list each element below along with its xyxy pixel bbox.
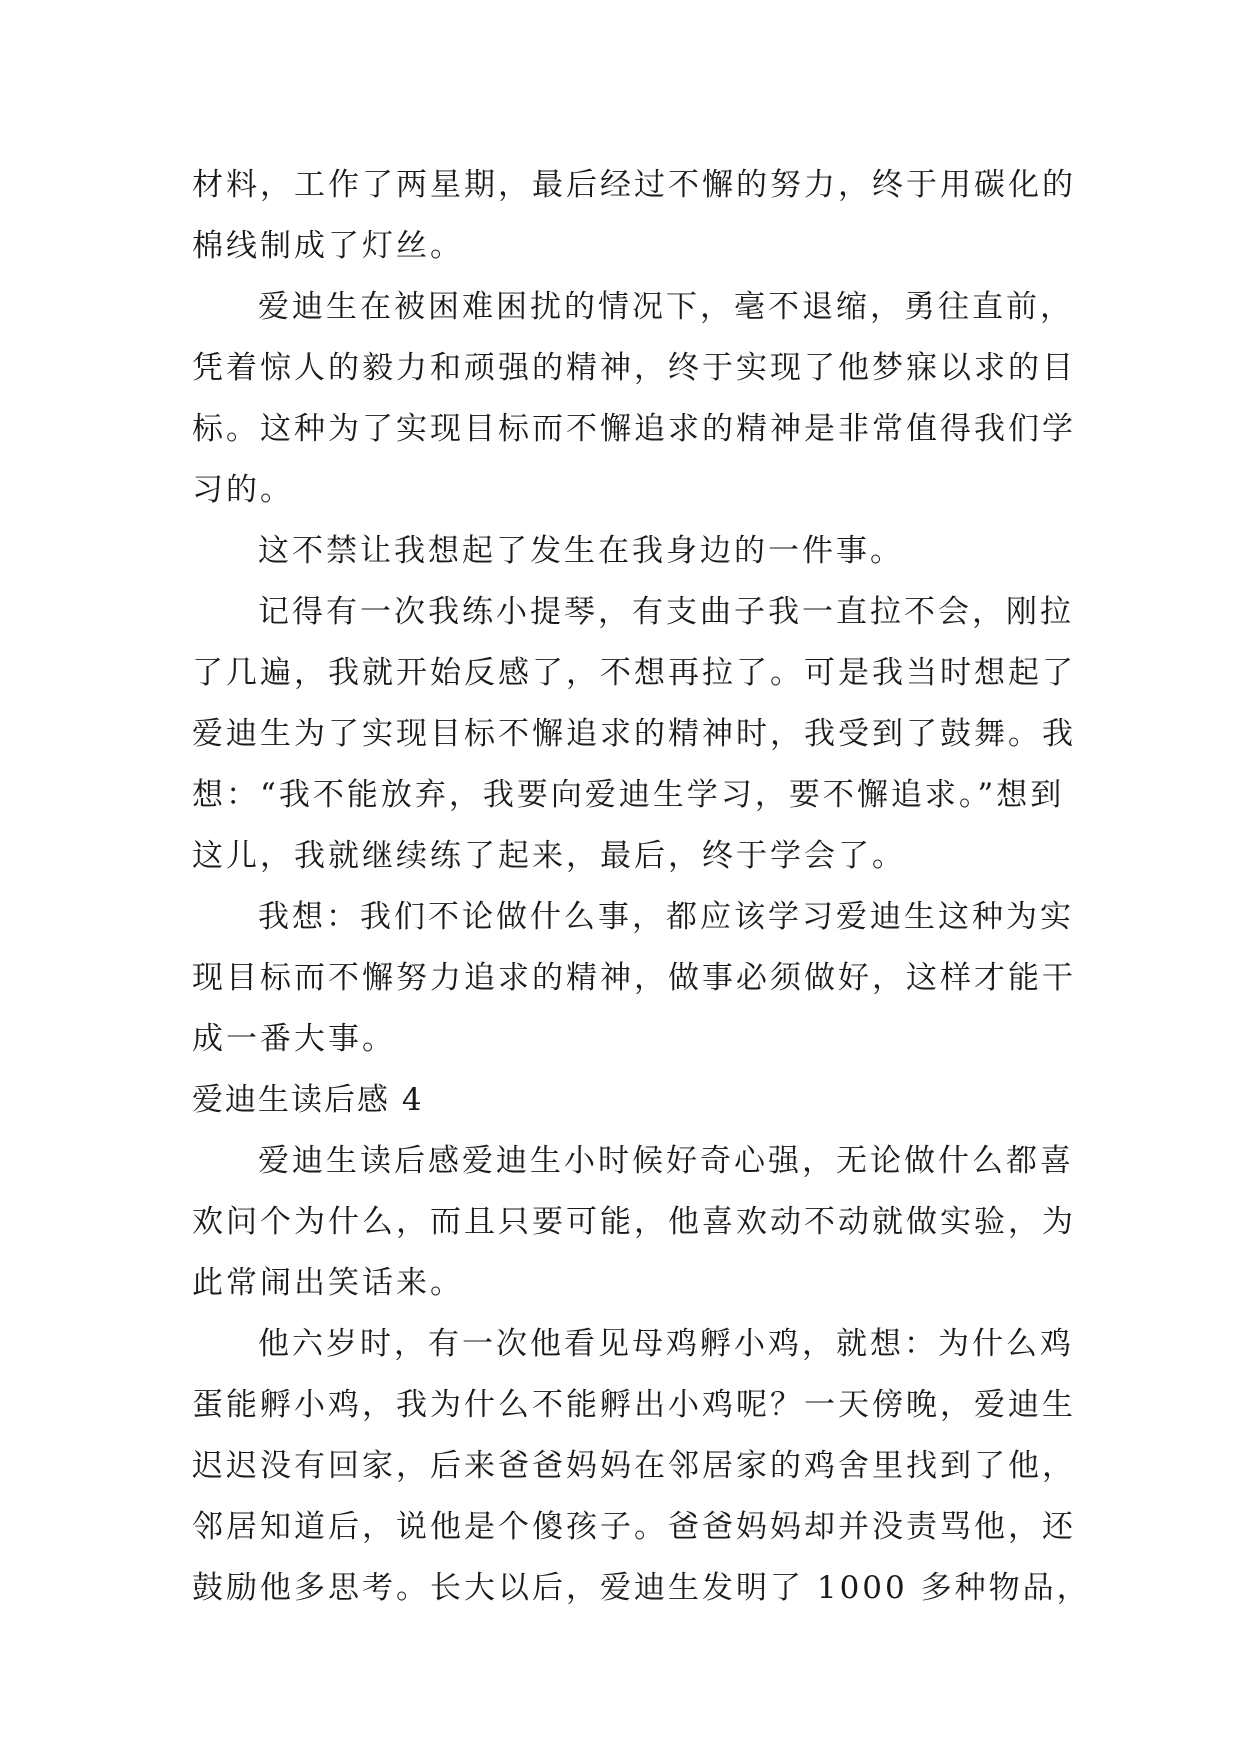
text-line: 迟迟没有回家，后来爸爸妈妈在邻居家的鸡舍里找到了他， <box>192 1448 1076 1484</box>
section-heading: 爱迪生读后感 4 <box>192 1082 424 1118</box>
text-line: 爱迪生为了实现目标不懈追求的精神时，我受到了鼓舞。我 <box>192 716 1076 752</box>
paragraph-start-line: 爱迪生读后感爱迪生小时候好奇心强，无论做什么都喜 <box>258 1143 1074 1179</box>
text-line: 蛋能孵小鸡，我为什么不能孵出小鸡呢？一天傍晚，爱迪生 <box>192 1387 1076 1423</box>
text-line: 凭着惊人的毅力和顽强的精神，终于实现了他梦寐以求的目 <box>192 350 1076 386</box>
text-line: 棉线制成了灯丝。 <box>192 228 464 264</box>
text-line: 标。这种为了实现目标而不懈追求的精神是非常值得我们学 <box>192 411 1076 447</box>
paragraph-start-line: 爱迪生在被困难困扰的情况下，毫不退缩，勇往直前， <box>258 289 1074 325</box>
text-line: 现目标而不懈努力追求的精神，做事必须做好，这样才能干 <box>192 960 1076 996</box>
text-line: 了几遍，我就开始反感了，不想再拉了。可是我当时想起了 <box>192 655 1076 691</box>
text-line: 鼓励他多思考。长大以后，爱迪生发明了 1000 多种物品， <box>192 1570 1091 1606</box>
paragraph-start-line: 我想：我们不论做什么事，都应该学习爱迪生这种为实 <box>258 899 1074 935</box>
text-line: 想：“我不能放弃，我要向爱迪生学习，要不懈追求。”想到 <box>192 777 1065 813</box>
paragraph-start-line: 这不禁让我想起了发生在我身边的一件事。 <box>258 533 904 569</box>
text-line: 此常闹出笑话来。 <box>192 1265 464 1301</box>
text-line: 欢问个为什么，而且只要可能，他喜欢动不动就做实验，为 <box>192 1204 1076 1240</box>
text-line: 邻居知道后，说他是个傻孩子。爸爸妈妈却并没责骂他，还 <box>192 1509 1076 1545</box>
text-line: 习的。 <box>192 472 294 508</box>
text-line: 材料，工作了两星期，最后经过不懈的努力，终于用碳化的 <box>192 167 1076 203</box>
paragraph-start-line: 他六岁时，有一次他看见母鸡孵小鸡，就想：为什么鸡 <box>258 1326 1074 1362</box>
text-line: 成一番大事。 <box>192 1021 396 1057</box>
paragraph-start-line: 记得有一次我练小提琴，有支曲子我一直拉不会，刚拉 <box>258 594 1074 630</box>
text-line: 这儿，我就继续练了起来，最后，终于学会了。 <box>192 838 906 874</box>
